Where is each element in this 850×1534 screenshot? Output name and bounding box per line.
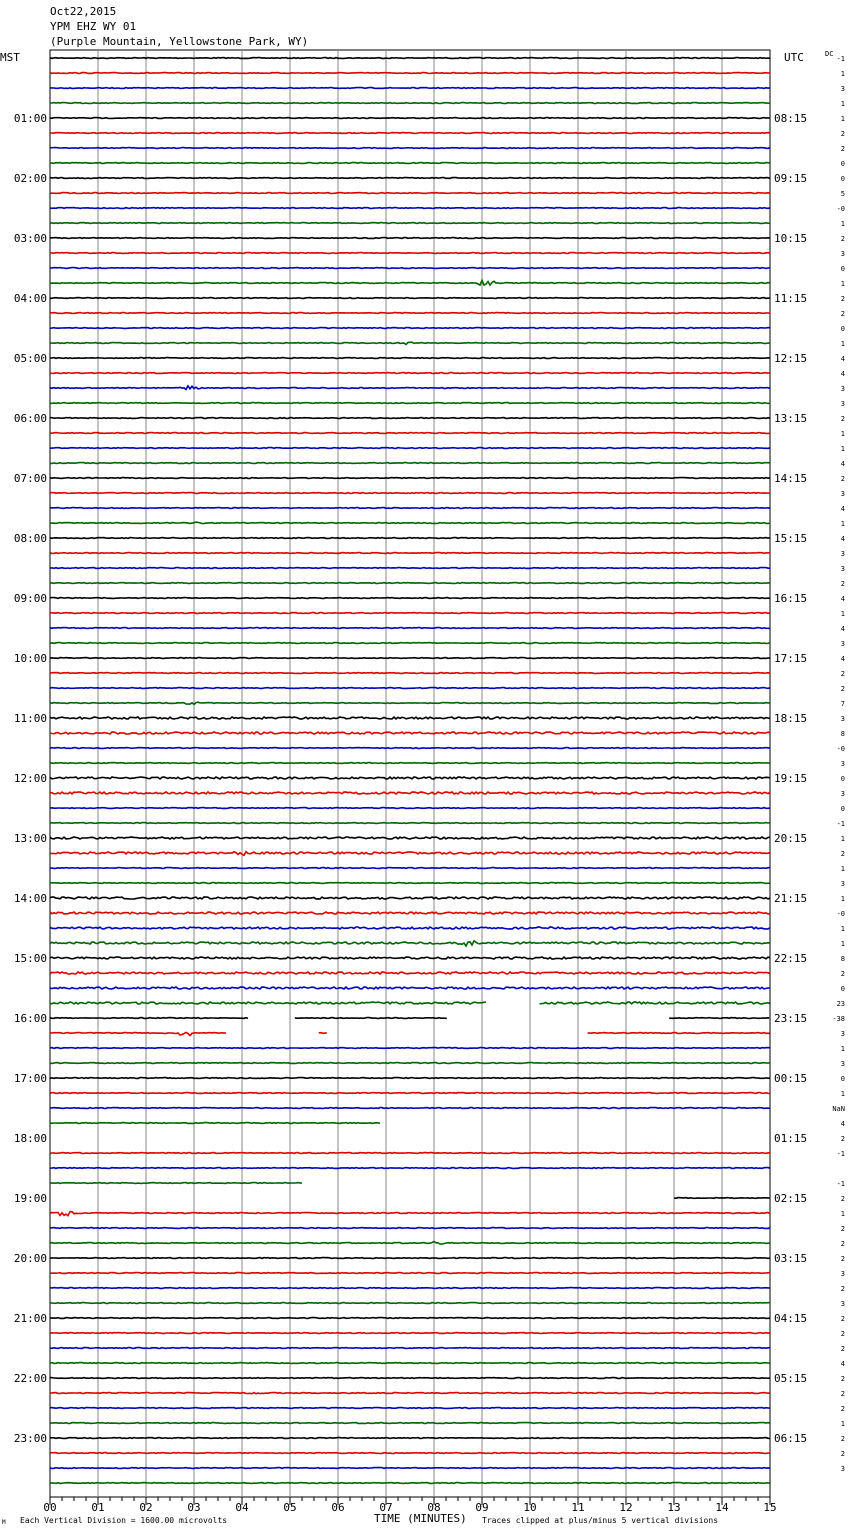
seismic-trace bbox=[50, 1438, 770, 1439]
dc-offset-label: 2 bbox=[840, 1240, 845, 1248]
dc-offset-label: 2 bbox=[840, 1375, 845, 1383]
x-tick-label: 00 bbox=[43, 1501, 57, 1514]
utc-hour-label: 21:15 bbox=[774, 892, 808, 905]
seismic-trace bbox=[50, 553, 770, 554]
dc-offset-label: 2 bbox=[840, 580, 845, 588]
dc-offset-label: 1 bbox=[840, 115, 845, 123]
dc-offset-label: 2 bbox=[840, 850, 845, 858]
seismic-trace bbox=[50, 1032, 226, 1035]
seismic-trace bbox=[50, 1183, 302, 1184]
utc-hour-label: 20:15 bbox=[774, 832, 808, 845]
seismic-trace bbox=[50, 763, 770, 764]
x-tick-label: 14 bbox=[715, 1501, 729, 1514]
dc-offset-label: -1 bbox=[836, 820, 845, 828]
seismic-trace bbox=[50, 148, 770, 149]
seismic-trace bbox=[50, 1453, 770, 1454]
mst-hour-label: 22:00 bbox=[13, 1372, 47, 1385]
seismic-trace bbox=[674, 1198, 770, 1199]
mst-hour-label: 07:00 bbox=[13, 472, 47, 485]
seismic-trace bbox=[50, 702, 770, 704]
dc-offset-label: 3 bbox=[840, 385, 845, 393]
seismic-trace bbox=[50, 58, 770, 59]
seismic-trace bbox=[50, 1393, 770, 1394]
seismic-trace bbox=[50, 280, 770, 285]
seismic-trace bbox=[50, 433, 770, 434]
seismic-trace bbox=[50, 253, 770, 254]
dc-offset-label: 1 bbox=[840, 220, 845, 228]
seismic-trace bbox=[50, 238, 770, 239]
dc-offset-label: -0 bbox=[836, 910, 845, 918]
seismic-trace bbox=[50, 643, 770, 644]
dc-offset-label: -38 bbox=[832, 1015, 845, 1023]
seismic-trace bbox=[50, 403, 770, 404]
dc-offset-label: -1 bbox=[836, 1150, 845, 1158]
seismic-trace bbox=[50, 941, 770, 946]
x-tick-label: 09 bbox=[475, 1501, 489, 1514]
mst-hour-label: 08:00 bbox=[13, 532, 47, 545]
seismic-trace bbox=[50, 1258, 770, 1259]
dc-offset-label: -0 bbox=[836, 745, 845, 753]
dc-offset-label: 3 bbox=[840, 1060, 845, 1068]
x-tick-label: 08 bbox=[427, 1501, 441, 1514]
x-tick-label: 06 bbox=[331, 1501, 345, 1514]
seismic-trace bbox=[50, 568, 770, 569]
dc-offset-label: 3 bbox=[840, 790, 845, 798]
seismic-trace bbox=[295, 1018, 447, 1019]
seismic-trace bbox=[50, 717, 770, 719]
dc-offset-label: 4 bbox=[840, 655, 845, 663]
seismic-trace bbox=[50, 852, 770, 856]
mst-hour-label: 23:00 bbox=[13, 1432, 47, 1445]
seismic-trace bbox=[50, 373, 770, 374]
dc-offset-label: 2 bbox=[840, 1315, 845, 1323]
dc-offset-label: 2 bbox=[840, 310, 845, 318]
utc-hour-label: 12:15 bbox=[774, 352, 808, 365]
seismic-trace bbox=[50, 1241, 770, 1244]
dc-offset-label: 4 bbox=[840, 1120, 845, 1128]
utc-hour-label: 13:15 bbox=[774, 412, 808, 425]
x-tick-label: 03 bbox=[187, 1501, 201, 1514]
dc-offset-label: 3 bbox=[840, 1030, 845, 1038]
clip-note: Traces clipped at plus/minus 5 vertical divisions bbox=[482, 1516, 719, 1525]
seismic-trace bbox=[50, 1108, 770, 1109]
seismic-trace bbox=[50, 1288, 770, 1289]
seismic-trace bbox=[50, 792, 770, 794]
seismic-trace bbox=[50, 1002, 486, 1004]
seismic-trace bbox=[50, 208, 770, 209]
dc-offset-label: 4 bbox=[840, 355, 845, 363]
seismic-trace bbox=[50, 1063, 770, 1064]
seismic-trace bbox=[50, 927, 770, 929]
dc-offset-label: 1 bbox=[840, 1420, 845, 1428]
x-tick-label: 05 bbox=[283, 1501, 297, 1514]
seismic-trace bbox=[50, 912, 770, 914]
dc-offset-label: 1 bbox=[840, 895, 845, 903]
seismic-trace bbox=[50, 957, 770, 959]
seismic-trace bbox=[50, 1333, 770, 1334]
dc-offset-label: NaN bbox=[832, 1105, 845, 1113]
dc-offset-label: 2 bbox=[840, 1345, 845, 1353]
seismic-trace bbox=[50, 73, 770, 74]
dc-offset-label: 3 bbox=[840, 880, 845, 888]
dc-offset-label: 5 bbox=[840, 190, 845, 198]
dc-offset-label: 1 bbox=[840, 445, 845, 453]
seismic-trace bbox=[50, 88, 770, 89]
mst-hour-label: 14:00 bbox=[13, 892, 47, 905]
seismic-trace bbox=[50, 313, 770, 314]
dc-offset-label: 2 bbox=[840, 1450, 845, 1458]
seismic-trace bbox=[50, 538, 770, 539]
seismic-trace bbox=[50, 748, 770, 749]
mst-hour-label: 12:00 bbox=[13, 772, 47, 785]
utc-hour-label: 02:15 bbox=[774, 1192, 808, 1205]
x-tick-label: 02 bbox=[139, 1501, 153, 1514]
seismic-trace bbox=[50, 1078, 770, 1079]
seismic-trace bbox=[669, 1018, 769, 1019]
dc-offset-label: 1 bbox=[840, 865, 845, 873]
dc-offset-label: 3 bbox=[840, 760, 845, 768]
x-tick-label: 07 bbox=[379, 1501, 393, 1514]
dc-offset-label: 2 bbox=[840, 1285, 845, 1293]
seismic-trace bbox=[50, 118, 770, 119]
dc-offset-label: 3 bbox=[840, 85, 845, 93]
seismic-trace bbox=[50, 777, 770, 779]
seismic-trace bbox=[50, 1363, 770, 1364]
dc-offset-label: 23 bbox=[836, 1000, 845, 1008]
dc-offset-label: 2 bbox=[840, 130, 845, 138]
seismic-trace bbox=[50, 868, 770, 869]
utc-hour-label: 03:15 bbox=[774, 1252, 808, 1265]
dc-offset-label: 0 bbox=[840, 775, 845, 783]
dc-offset-label: 8 bbox=[840, 955, 845, 963]
dc-offset-label: 3 bbox=[840, 250, 845, 258]
seismic-trace bbox=[50, 613, 770, 614]
seismic-trace bbox=[50, 837, 770, 839]
mst-hour-label: 10:00 bbox=[13, 652, 47, 665]
seismic-trace bbox=[50, 1093, 770, 1094]
dc-offset-label: 3 bbox=[840, 715, 845, 723]
seismic-trace bbox=[50, 1483, 770, 1484]
utc-hour-label: 11:15 bbox=[774, 292, 808, 305]
seismic-trace bbox=[588, 1033, 770, 1034]
dc-offset-label: 8 bbox=[840, 730, 845, 738]
dc-offset-label: 0 bbox=[840, 805, 845, 813]
utc-hour-label: 01:15 bbox=[774, 1132, 808, 1145]
dc-offset-label: 0 bbox=[840, 160, 845, 168]
seismic-trace bbox=[50, 223, 770, 224]
dc-offset-label: 2 bbox=[840, 1330, 845, 1338]
mst-hour-label: 18:00 bbox=[13, 1132, 47, 1145]
seismic-trace bbox=[50, 673, 770, 674]
seismic-trace bbox=[50, 972, 770, 974]
seismic-trace bbox=[50, 583, 770, 584]
mst-hour-label: 06:00 bbox=[13, 412, 47, 425]
utc-hour-label: 19:15 bbox=[774, 772, 808, 785]
seismic-trace bbox=[50, 732, 770, 734]
seismic-trace bbox=[50, 1318, 770, 1319]
seismic-trace bbox=[50, 658, 770, 659]
seismic-trace bbox=[50, 1408, 770, 1409]
dc-offset-label: 2 bbox=[840, 670, 845, 678]
dc-offset-label: 4 bbox=[840, 460, 845, 468]
seismic-trace bbox=[50, 1018, 248, 1019]
mst-hour-label: 04:00 bbox=[13, 292, 47, 305]
mst-axis-title: MST bbox=[0, 51, 20, 64]
seismic-trace bbox=[50, 163, 770, 164]
mst-hour-label: 09:00 bbox=[13, 592, 47, 605]
dc-offset-label: 1 bbox=[840, 280, 845, 288]
seismic-trace bbox=[50, 1153, 770, 1154]
seismic-trace bbox=[50, 1468, 770, 1469]
utc-hour-label: 00:15 bbox=[774, 1072, 808, 1085]
dc-offset-label: 7 bbox=[840, 700, 845, 708]
dc-offset-label: 2 bbox=[840, 475, 845, 483]
dc-offset-label: 4 bbox=[840, 535, 845, 543]
x-tick-label: 15 bbox=[763, 1501, 777, 1514]
dc-offset-label: 0 bbox=[840, 1075, 845, 1083]
seismic-trace bbox=[50, 688, 770, 689]
dc-offset-label: 4 bbox=[840, 625, 845, 633]
seismic-trace bbox=[50, 418, 770, 419]
dc-offset-label: 1 bbox=[840, 430, 845, 438]
dc-offset-label: 3 bbox=[840, 1465, 845, 1473]
dc-offset-label: 4 bbox=[840, 370, 845, 378]
dc-offset-label: 1 bbox=[840, 70, 845, 78]
dc-axis-title: DC bbox=[825, 50, 834, 58]
seismic-trace bbox=[50, 103, 770, 104]
dc-offset-label: 3 bbox=[840, 1300, 845, 1308]
utc-hour-label: 15:15 bbox=[774, 532, 808, 545]
dc-offset-label: 1 bbox=[840, 925, 845, 933]
utc-hour-label: 23:15 bbox=[774, 1012, 808, 1025]
dc-offset-label: -1 bbox=[836, 55, 845, 63]
utc-hour-label: 09:15 bbox=[774, 172, 808, 185]
seismic-trace bbox=[50, 628, 770, 629]
seismic-trace bbox=[50, 463, 770, 464]
dc-offset-label: 1 bbox=[840, 1090, 845, 1098]
seismic-trace bbox=[50, 1212, 770, 1216]
dc-offset-label: 2 bbox=[840, 235, 845, 243]
dc-offset-label: 1 bbox=[840, 610, 845, 618]
utc-hour-label: 22:15 bbox=[774, 952, 808, 965]
seismic-trace bbox=[50, 823, 770, 824]
dc-offset-label: 2 bbox=[840, 1390, 845, 1398]
dc-offset-label: 2 bbox=[840, 1405, 845, 1413]
mst-hour-label: 01:00 bbox=[13, 112, 47, 125]
mst-hour-label: 16:00 bbox=[13, 1012, 47, 1025]
dc-offset-label: 2 bbox=[840, 1195, 845, 1203]
utc-hour-label: 14:15 bbox=[774, 472, 808, 485]
seismic-trace bbox=[50, 598, 770, 599]
dc-offset-label: -1 bbox=[836, 1180, 845, 1188]
seismic-trace bbox=[50, 133, 770, 134]
corner-mark: M bbox=[2, 1519, 6, 1526]
mst-hour-label: 21:00 bbox=[13, 1312, 47, 1325]
utc-hour-label: 18:15 bbox=[774, 712, 808, 725]
dc-offset-label: 2 bbox=[840, 970, 845, 978]
dc-offset-label: 2 bbox=[840, 145, 845, 153]
utc-hour-label: 10:15 bbox=[774, 232, 808, 245]
dc-offset-label: 3 bbox=[840, 640, 845, 648]
seismic-trace bbox=[50, 342, 770, 344]
dc-offset-label: 3 bbox=[840, 565, 845, 573]
mst-hour-label: 20:00 bbox=[13, 1252, 47, 1265]
utc-hour-label: 16:15 bbox=[774, 592, 808, 605]
seismic-trace bbox=[50, 1378, 770, 1379]
seismic-trace bbox=[50, 448, 770, 449]
utc-hour-label: 06:15 bbox=[774, 1432, 808, 1445]
chart-location: (Purple Mountain, Yellowstone Park, WY) bbox=[50, 35, 309, 48]
utc-axis-title: UTC bbox=[784, 51, 804, 64]
seismic-trace bbox=[50, 522, 770, 524]
seismic-trace bbox=[50, 386, 770, 390]
x-tick-label: 10 bbox=[523, 1501, 537, 1514]
dc-offset-label: 3 bbox=[840, 1270, 845, 1278]
dc-offset-label: 0 bbox=[840, 175, 845, 183]
seismic-trace bbox=[50, 193, 770, 194]
seismic-trace bbox=[50, 1303, 770, 1304]
dc-offset-label: 2 bbox=[840, 1135, 845, 1143]
dc-offset-label: 4 bbox=[840, 1360, 845, 1368]
seismic-trace bbox=[50, 808, 770, 809]
dc-offset-label: 1 bbox=[840, 340, 845, 348]
mst-hour-label: 19:00 bbox=[13, 1192, 47, 1205]
dc-offset-label: 4 bbox=[840, 505, 845, 513]
dc-offset-label: 0 bbox=[840, 985, 845, 993]
x-tick-label: 12 bbox=[619, 1501, 633, 1514]
dc-offset-label: 3 bbox=[840, 400, 845, 408]
dc-offset-label: 1 bbox=[840, 520, 845, 528]
dc-offset-label: 1 bbox=[840, 940, 845, 948]
dc-offset-label: 3 bbox=[840, 550, 845, 558]
seismic-trace bbox=[319, 1033, 327, 1034]
seismic-trace bbox=[50, 1168, 770, 1169]
dc-offset-label: 0 bbox=[840, 265, 845, 273]
x-tick-label: 13 bbox=[667, 1501, 681, 1514]
scale-note: Each Vertical Division = 1600.00 microvolts bbox=[20, 1516, 228, 1525]
seismic-trace bbox=[50, 1273, 770, 1274]
dc-offset-label: 3 bbox=[840, 490, 845, 498]
seismic-trace bbox=[540, 1002, 770, 1004]
seismic-trace bbox=[50, 1048, 770, 1049]
utc-hour-label: 17:15 bbox=[774, 652, 808, 665]
seismic-trace bbox=[50, 298, 770, 299]
chart-date: Oct22,2015 bbox=[50, 5, 117, 18]
x-tick-label: 11 bbox=[571, 1501, 585, 1514]
mst-hour-label: 13:00 bbox=[13, 832, 47, 845]
dc-offset-label: 2 bbox=[840, 1255, 845, 1263]
x-axis-label: TIME (MINUTES) bbox=[374, 1512, 467, 1525]
utc-hour-label: 08:15 bbox=[774, 112, 808, 125]
seismic-trace bbox=[50, 478, 770, 479]
seismic-trace bbox=[50, 987, 770, 989]
mst-hour-label: 02:00 bbox=[13, 172, 47, 185]
seismic-trace bbox=[50, 328, 770, 329]
dc-offset-label: 1 bbox=[840, 1210, 845, 1218]
dc-offset-label: -0 bbox=[836, 205, 845, 213]
seismic-trace bbox=[50, 897, 770, 899]
chart-station: YPM EHZ WY 01 bbox=[50, 20, 137, 33]
dc-offset-label: 1 bbox=[840, 100, 845, 108]
seismic-trace bbox=[50, 358, 770, 359]
mst-hour-label: 03:00 bbox=[13, 232, 47, 245]
seismic-trace bbox=[50, 508, 770, 509]
x-tick-label: 01 bbox=[91, 1501, 105, 1514]
seismic-trace bbox=[50, 493, 770, 494]
dc-offset-label: 2 bbox=[840, 1225, 845, 1233]
dc-offset-label: 1 bbox=[840, 1045, 845, 1053]
seismic-trace bbox=[50, 1423, 770, 1424]
seismic-trace bbox=[50, 178, 770, 179]
mst-hour-label: 15:00 bbox=[13, 952, 47, 965]
dc-offset-label: 4 bbox=[840, 595, 845, 603]
seismic-trace bbox=[50, 1123, 380, 1124]
x-tick-label: 04 bbox=[235, 1501, 249, 1514]
mst-hour-label: 17:00 bbox=[13, 1072, 47, 1085]
dc-offset-label: 0 bbox=[840, 325, 845, 333]
dc-offset-label: 2 bbox=[840, 685, 845, 693]
utc-hour-label: 04:15 bbox=[774, 1312, 808, 1325]
mst-hour-label: 11:00 bbox=[13, 712, 47, 725]
seismic-trace bbox=[50, 1348, 770, 1349]
plot-frame bbox=[50, 50, 770, 1497]
dc-offset-label: 1 bbox=[840, 835, 845, 843]
utc-hour-label: 05:15 bbox=[774, 1372, 808, 1385]
seismic-trace bbox=[50, 1228, 770, 1229]
dc-offset-label: 2 bbox=[840, 1435, 845, 1443]
seismic-trace bbox=[50, 883, 770, 884]
dc-offset-label: 2 bbox=[840, 415, 845, 423]
dc-offset-label: 2 bbox=[840, 295, 845, 303]
seismic-trace bbox=[50, 268, 770, 269]
mst-hour-label: 05:00 bbox=[13, 352, 47, 365]
